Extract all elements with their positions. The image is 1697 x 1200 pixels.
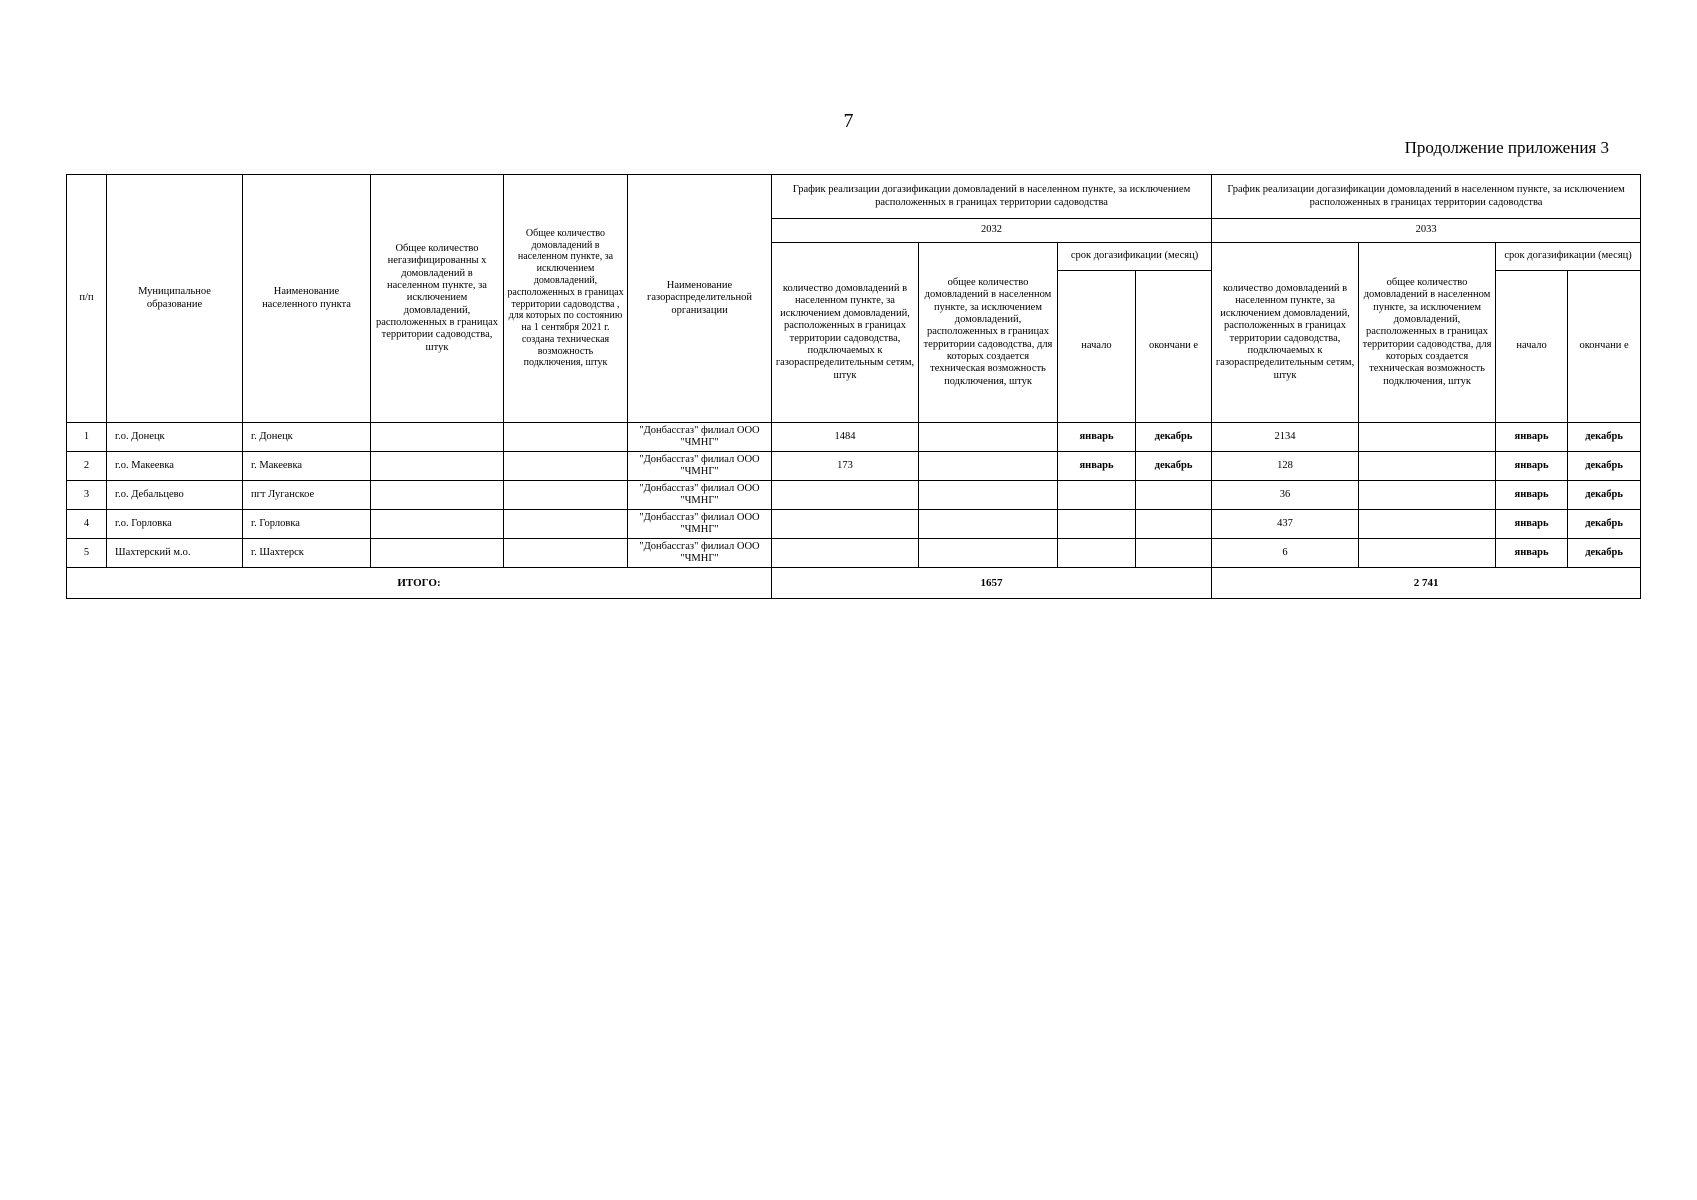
header-year-2032: 2032: [772, 219, 1212, 243]
cell-total-capable: [504, 539, 628, 568]
header-gas-org: Наименование газораспределительной организации: [628, 175, 772, 423]
cell-total-2033: [1359, 423, 1496, 452]
cell-non-gasified: [371, 510, 504, 539]
header-end-2032: окончани е: [1136, 271, 1212, 423]
header-term-2032: срок догазификации (месяц): [1058, 243, 1212, 271]
appendix-note: Продолжение приложения 3: [1404, 138, 1609, 157]
totals-2033: 2 741: [1212, 568, 1641, 599]
cell-settlement: г. Макеевка: [243, 452, 371, 481]
cell-end-2033: декабрь: [1568, 510, 1641, 539]
header-end-2033: окончани е: [1568, 271, 1641, 423]
header-total-capable: Общее количество домовладений в населенном пункте, за исключением домовладений, расположенных в границах территории садоводства , для которых по состоянию на 1 сентября 2021 г. создана техническая возможность подключения, штук: [504, 175, 628, 423]
cell-num: 4: [67, 510, 107, 539]
header-schedule-2033: График реализации догазификации домовладений в населенном пункте, за исключением расположенных в границах территории садоводства: [1212, 175, 1641, 219]
header-count-connected-2032: количество домовладений в населенном пункте, за исключением домовладений, расположенных в границах территории садоводства, подключаемых к газораспределительным сетям, штук: [772, 243, 919, 423]
cell-total-2032: [919, 423, 1058, 452]
cell-start-2033: январь: [1496, 481, 1568, 510]
cell-total-capable: [504, 481, 628, 510]
cell-total-2033: [1359, 539, 1496, 568]
cell-start-2032: [1058, 510, 1136, 539]
cell-municipality: Шахтерский м.о.: [107, 539, 243, 568]
cell-count-2033: 36: [1212, 481, 1359, 510]
cell-org: "Донбассгаз" филиал ООО "ЧМНГ": [628, 510, 772, 539]
table-row: [67, 539, 1641, 568]
cell-count-2032: 1484: [772, 423, 919, 452]
cell-municipality: г.о. Дебальцево: [107, 481, 243, 510]
totals-2032: 1657: [772, 568, 1212, 599]
cell-count-2033: 6: [1212, 539, 1359, 568]
cell-end-2032: декабрь: [1136, 423, 1212, 452]
cell-num: 1: [67, 423, 107, 452]
cell-end-2032: [1136, 481, 1212, 510]
cell-count-2033: 437: [1212, 510, 1359, 539]
cell-total-2032: [919, 452, 1058, 481]
header-year-2033: 2033: [1212, 219, 1641, 243]
cell-non-gasified: [371, 423, 504, 452]
header-term-2033: срок догазификации (месяц): [1496, 243, 1641, 271]
cell-num: 3: [67, 481, 107, 510]
header-municipality: Муниципальное образование: [107, 175, 243, 423]
cell-total-2032: [919, 481, 1058, 510]
cell-count-2033: 2134: [1212, 423, 1359, 452]
cell-municipality: г.о. Горловка: [107, 510, 243, 539]
cell-org: "Донбассгаз" филиал ООО "ЧМНГ": [628, 452, 772, 481]
cell-total-2033: [1359, 481, 1496, 510]
cell-end-2032: [1136, 510, 1212, 539]
header-settlement: Наименование населенного пункта: [243, 175, 371, 423]
dogasification-table: [66, 174, 1641, 599]
cell-total-capable: [504, 510, 628, 539]
cell-non-gasified: [371, 539, 504, 568]
table-row: [67, 481, 1641, 510]
cell-count-2033: 128: [1212, 452, 1359, 481]
cell-end-2032: [1136, 539, 1212, 568]
cell-count-2032: 173: [772, 452, 919, 481]
cell-end-2033: декабрь: [1568, 539, 1641, 568]
header-start-2032: начало: [1058, 271, 1136, 423]
cell-settlement: г. Горловка: [243, 510, 371, 539]
cell-count-2032: [772, 481, 919, 510]
cell-start-2032: январь: [1058, 452, 1136, 481]
cell-start-2033: январь: [1496, 452, 1568, 481]
cell-settlement: г. Донецк: [243, 423, 371, 452]
header-start-2033: начало: [1496, 271, 1568, 423]
cell-end-2033: декабрь: [1568, 452, 1641, 481]
cell-end-2033: декабрь: [1568, 423, 1641, 452]
cell-total-2032: [919, 539, 1058, 568]
cell-total-2032: [919, 510, 1058, 539]
cell-settlement: пгт Луганское: [243, 481, 371, 510]
cell-municipality: г.о. Донецк: [107, 423, 243, 452]
cell-total-capable: [504, 423, 628, 452]
page-number: 7: [843, 110, 854, 132]
cell-count-2032: [772, 510, 919, 539]
cell-num: 2: [67, 452, 107, 481]
cell-total-2033: [1359, 510, 1496, 539]
cell-non-gasified: [371, 481, 504, 510]
cell-end-2032: декабрь: [1136, 452, 1212, 481]
cell-start-2032: январь: [1058, 423, 1136, 452]
cell-end-2033: декабрь: [1568, 481, 1641, 510]
header-schedule-2032: График реализации догазификации домовладений в населенном пункте, за исключением расположенных в границах территории садоводства: [772, 175, 1212, 219]
table-row: [67, 452, 1641, 481]
totals-label: ИТОГО:: [67, 568, 772, 599]
cell-org: "Донбассгаз" филиал ООО "ЧМНГ": [628, 481, 772, 510]
cell-start-2032: [1058, 481, 1136, 510]
cell-num: 5: [67, 539, 107, 568]
totals-row: [67, 568, 1641, 599]
table-row: [67, 510, 1641, 539]
cell-total-capable: [504, 452, 628, 481]
table-row: [67, 423, 1641, 452]
cell-start-2032: [1058, 539, 1136, 568]
cell-total-2033: [1359, 452, 1496, 481]
cell-org: "Донбассгаз" филиал ООО "ЧМНГ": [628, 539, 772, 568]
cell-start-2033: январь: [1496, 510, 1568, 539]
cell-non-gasified: [371, 452, 504, 481]
cell-municipality: г.о. Макеевка: [107, 452, 243, 481]
cell-settlement: г. Шахтерск: [243, 539, 371, 568]
cell-start-2033: январь: [1496, 539, 1568, 568]
cell-org: "Донбассгаз" филиал ООО "ЧМНГ": [628, 423, 772, 452]
header-total-created-2033: общее количество домовладений в населенном пункте, за исключением домовладений, расположенных в границах территории садоводства, для которых создается техническая возможность подключения, штук: [1359, 243, 1496, 423]
cell-count-2032: [772, 539, 919, 568]
header-total-created-2032: общее количество домовладений в населенном пункте, за исключением домовладений, расположенных в границах территории садоводства, для которых создается техническая возможность подключения, штук: [919, 243, 1058, 423]
cell-start-2033: январь: [1496, 423, 1568, 452]
header-non-gasified: Общее количество негазифицированны х домовладений в населенном пункте, за исключением домовладений, расположенных в границах территории садоводства, штук: [371, 175, 504, 423]
header-num: п/п: [67, 175, 107, 423]
header-count-connected-2033: количество домовладений в населенном пункте, за исключением домовладений, расположенных в границах территории садоводства, подключаемых к газораспределительным сетям, штук: [1212, 243, 1359, 423]
